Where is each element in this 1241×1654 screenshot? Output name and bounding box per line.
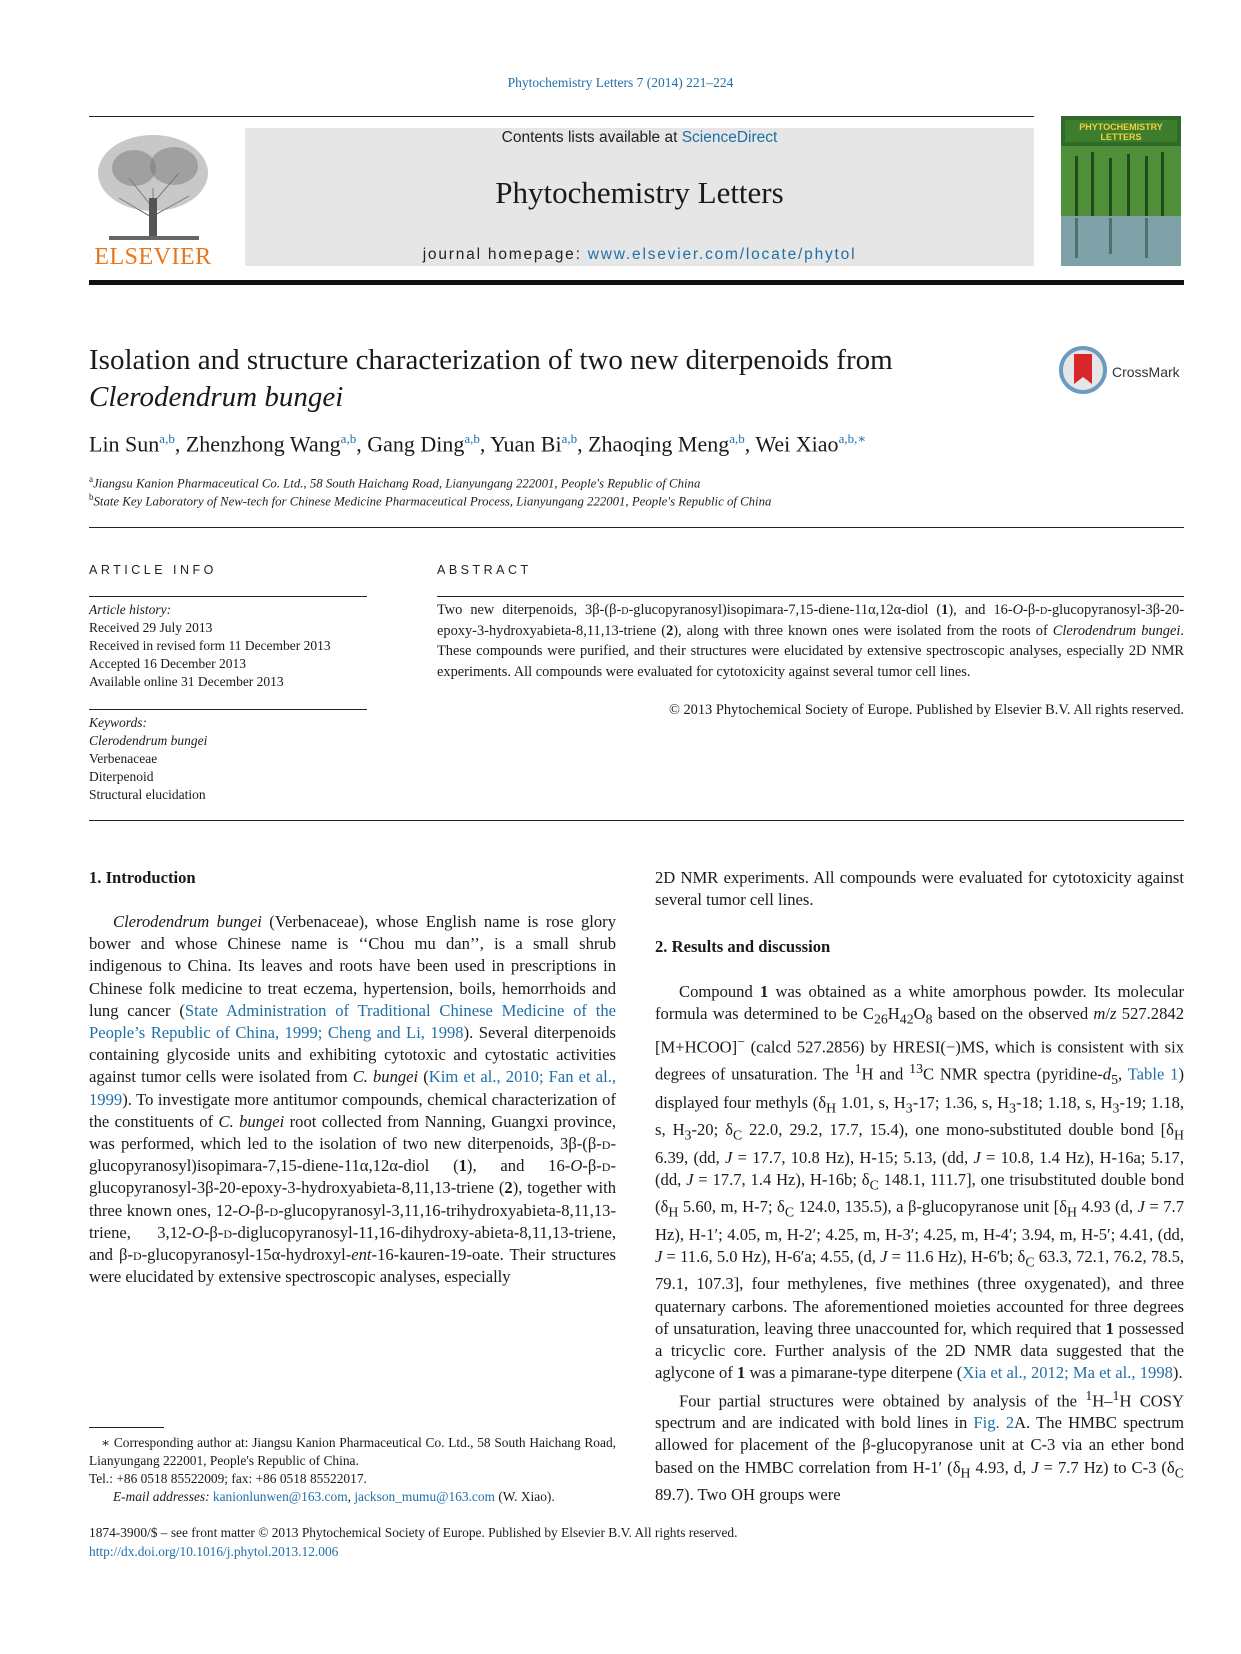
section-rule xyxy=(89,527,1184,528)
history-revised: Received in revised form 11 December 2013 xyxy=(89,638,331,653)
masthead-thick-rule xyxy=(89,280,1184,285)
body-rule xyxy=(89,820,1184,821)
intro-heading: 1. Introduction xyxy=(89,868,196,887)
keyword-item: Clerodendrum bungei xyxy=(89,733,208,748)
abstract-text: Two new diterpenoids, 3β-(β-d-glucopyranosyl)isopimara-7,15-diene-11α,12α-diol (1), and 16-O-β-d-glucopyranosyl-3β-20-epoxy-3-hydroxyabieta-8,11,13-triene (2), along with three known ones were isolated from the roots of Clerodendrum bungei. These compounds were purified, and their structures were elucidated by extensive spectroscopic analyses, especially 2D NMR experiments. All compounds were evaluated for cytotoxicity against several tumor cell lines. xyxy=(437,602,1184,680)
contents-line xyxy=(245,129,1034,147)
author-affil-mark[interactable]: a,b xyxy=(729,431,745,446)
abstract-copyright: © 2013 Phytochemical Society of Europe. Published by Elsevier B.V. All rights reserved. xyxy=(668,702,1184,718)
affiliation-b xyxy=(89,492,1184,509)
title-line-2: Clerodendrum bungei xyxy=(89,381,344,413)
email-link[interactable]: jackson_mumu@163.com xyxy=(354,1489,495,1504)
sciencedirect-link[interactable]: ScienceDirect xyxy=(681,129,778,146)
cover-title: PHYTOCHEMISTRY LETTERS xyxy=(1079,122,1163,142)
issn-line: 1874-3900/$ – see front matter © 2013 Phytochemical Society of Europe. Published by Elsevier B.V. All rights reserved. xyxy=(89,1525,738,1540)
author-name: Wei Xiao xyxy=(755,431,839,457)
intro-body: Clerodendrum bungei (Verbenaceae), whose English name is rose glory bower and whose Chinese name is ‘‘Chou mu dan’’, is a small shrub indigenous to China. Its leaves and roots have been used in prescriptions in Chinese folk medicine to treat eczema, hypertension, boils, hemorrhoids and lung cancer (State Administration of Traditional Chinese Medicine of the People’s Republic of China, 1999; Cheng and Li, 1998). Several diterpenoids containing glycoside units and exhibiting cytotoxic and cytostatic activities against tumor cells were isolated from C. bungei (Kim et al., 2010; Fan et al., 1999). To investigate more antitumor compounds, chemical characterization of the constituents of C. bungei root collected from Nanning, Guangxi province, was performed, which led to the isolation of two new diterpenoids, 3β-(β-d-glucopyranosyl)isopimara-7,15-diene-11α,12α-diol (1), and 16-O-β-d-glucopyranosyl-3β-20-epoxy-3-hydroxyabieta-8,11,13-triene (2), together with three known ones, 12-O-β-d-glucopyranosyl-3,11,16-trihydroxyabieta-8,11,13-triene, 3,12-O-β-d-diglucopyranosyl-11,16-dihydroxy-abieta-8,11,13-triene, and β-d-glucopyranosyl-15α-hydroxyl-ent-16-kauren-19-oate. Their structures were elucidated by extensive spectroscopic analyses, especially xyxy=(89,912,617,1287)
email-label: E-mail addresses: xyxy=(113,1489,213,1504)
header-rule xyxy=(89,116,1034,117)
article-info-heading: ARTICLE INFO xyxy=(89,563,217,577)
info-rule xyxy=(89,596,367,597)
affil-text: Jiangsu Kanion Pharmaceutical Co. Ltd., 58 South Haichang Road, Lianyungang 222001, People's Republic of China xyxy=(93,476,701,491)
article-history xyxy=(89,601,369,691)
author-name: Zhenzhong Wang xyxy=(185,431,341,457)
homepage-link[interactable]: www.elsevier.com/locate/phytol xyxy=(587,246,857,263)
author-affil-mark[interactable]: a,b xyxy=(464,431,480,446)
affil-mark: a xyxy=(89,474,93,484)
affil-mark: b xyxy=(89,492,94,502)
author-name: Zhaoqing Meng xyxy=(588,431,730,457)
homepage-prefix: journal homepage: xyxy=(422,246,588,263)
author-affil-mark[interactable]: a,b xyxy=(561,431,578,446)
author-list: Lin Sun$^{a,b}$, Zhenzhong Wang$^{a,b}$, Gang Ding$^{a,b}$, Yuan Bi$^{a,b}$, Zhaoqing Meng$^{a,b}$, Wei Xiao$^{a,b,∗}$ xyxy=(89,431,867,457)
author-name: Yuan Bi xyxy=(490,431,562,457)
info-rule xyxy=(89,709,367,710)
contents-prefix: Contents lists available at xyxy=(501,129,682,146)
affil-text: State Key Laboratory of New-tech for Chinese Medicine Pharmaceutical Process, Lianyungang 222001, People's Republic of China xyxy=(93,494,772,509)
results-body: Compound 1 was obtained as a white amorphous powder. Its molecular formula was determined to be $C_{26}H_{42}O_8$ based on the observed m/z 527.2842 [M+HCOO]− (calcd 527.2856) by HRESI(−)MS, which is consistent with six degrees of unsaturation. The $^1$H and $^{13}$C NMR spectra ($pyridine-d_5$, Table 1) displayed four methyls ($\delta_H$ 1.01, s, $H_3-17$; 1.36, s, $H_3-18$; 1.18, s, $H_3-19$; 1.18, s, $H_3-20$; $\delta_C$ 22.0, 29.2, 17.7, 15.4), one mono-substituted double bond [$\delta_H$ 6.39, (dd, J = 17.7, 10.8 Hz), H-15; 5.13, (dd, J = 10.8, 1.4 Hz), H-16a; 5.17, (dd, J = 17.7, 1.4 Hz), H-16b; $\delta_C$ 148.1, 111.7], one trisubstituted double bond ($\delta_H$ 5.60, m, H-7; $\delta_C$ 124.0, 135.5), a β-glucopyranose unit [$\delta_H$ 4.93 (d, J = 7.7 Hz), H-1′; 4.05, m, H-2′; 4.25, m, H-3′; 4.25, m, H-4′; 3.94, m, H-5′; 4.41, (dd, J = 11.6, 5.0 Hz), H-6′a; 4.55, (d, J = 11.6 Hz), H-6′b; $\delta_C$ 63.3, 72.1, 76.2, 78.5, 79.1, 107.3], four methylenes, five methines (three oxygenated), and three quaternary carbons. The aforementioned moieties accounted for three degrees of unsaturation, leaving three unaccounted for, which required that 1 possessed a tricyclic core. Further analysis of the 2D NMR data suggested that the aglycone of 1 was a pimarane-type diterpene (Xia et al., 2012; Ma et al., 1998). Four partial structures were obtained by analysis of the $^1$H–$^1$H COSY spectrum and are indicated with bold lines in Fig. 2A. The HMBC spectrum allowed for placement of the β-glucopyranose unit at C-3 via an ether bond based on the HMBC correlation from H-1′ ($\delta_H$ 4.93, d, J = 7.7 Hz) to C-3 ($\delta_C$ 89.7). Two OH groups were xyxy=(655,982,1185,1505)
history-online: Available online 31 December 2013 xyxy=(89,674,284,689)
author-affil-mark[interactable]: a,b,∗ xyxy=(838,431,867,446)
footnote-corresponding: ∗ Corresponding author at: Jiangsu Kanion Pharmaceutical Co. Ltd., 58 South Haichang Road, Lianyungang 222001, People's Republic of China. xyxy=(89,1435,616,1468)
intro-continued: 2D NMR experiments. All compounds were evaluated for cytotoxicity against several tumor cell lines. xyxy=(655,868,1184,910)
journal-citation[interactable]: Phytochemistry Letters 7 (2014) 221–224 xyxy=(507,75,734,90)
author-affil-mark[interactable]: a,b xyxy=(340,431,357,446)
history-received: Received 29 July 2013 xyxy=(89,620,213,635)
footnote-tel: Tel.: +86 0518 85522009; fax: +86 0518 85522017. xyxy=(89,1471,367,1486)
results-heading: 2. Results and discussion xyxy=(655,937,831,956)
doi-link[interactable]: http://dx.doi.org/10.1016/j.phytol.2013.12.006 xyxy=(89,1544,339,1559)
keywords-label: Keywords: xyxy=(89,715,147,730)
affiliation-a xyxy=(89,474,1184,491)
article-title xyxy=(89,342,1049,416)
abstract-rule xyxy=(437,596,1184,597)
footnote xyxy=(89,1434,616,1506)
keyword-item: Verbenaceae xyxy=(89,751,158,766)
history-accepted: Accepted 16 December 2013 xyxy=(89,656,247,671)
email-suffix: (W. Xiao). xyxy=(494,1489,555,1504)
journal-title: Phytochemistry Letters xyxy=(495,175,784,210)
keyword-item: Structural elucidation xyxy=(89,787,206,802)
elsevier-wordmark: ELSEVIER xyxy=(94,244,212,270)
history-label: Article history: xyxy=(89,602,172,617)
crossmark-label: CrossMark xyxy=(1112,364,1180,380)
author-name: Lin Sun xyxy=(89,431,160,457)
title-line-1: Isolation and structure characterization of two new diterpenoids from xyxy=(89,344,893,376)
footnote-rule xyxy=(89,1427,164,1428)
homepage-line xyxy=(245,246,1034,264)
keyword-item: Diterpenoid xyxy=(89,769,154,784)
keywords xyxy=(89,714,369,804)
footnote-email: E-mail addresses: kanionlunwen@163.com, jackson_mumu@163.com (W. Xiao). xyxy=(113,1489,555,1504)
author-affil-mark[interactable]: a,b xyxy=(159,431,175,446)
email-link[interactable]: kanionlunwen@163.com xyxy=(212,1489,348,1504)
author-name: Gang Ding xyxy=(367,431,465,457)
abstract-heading: ABSTRACT xyxy=(437,563,532,577)
